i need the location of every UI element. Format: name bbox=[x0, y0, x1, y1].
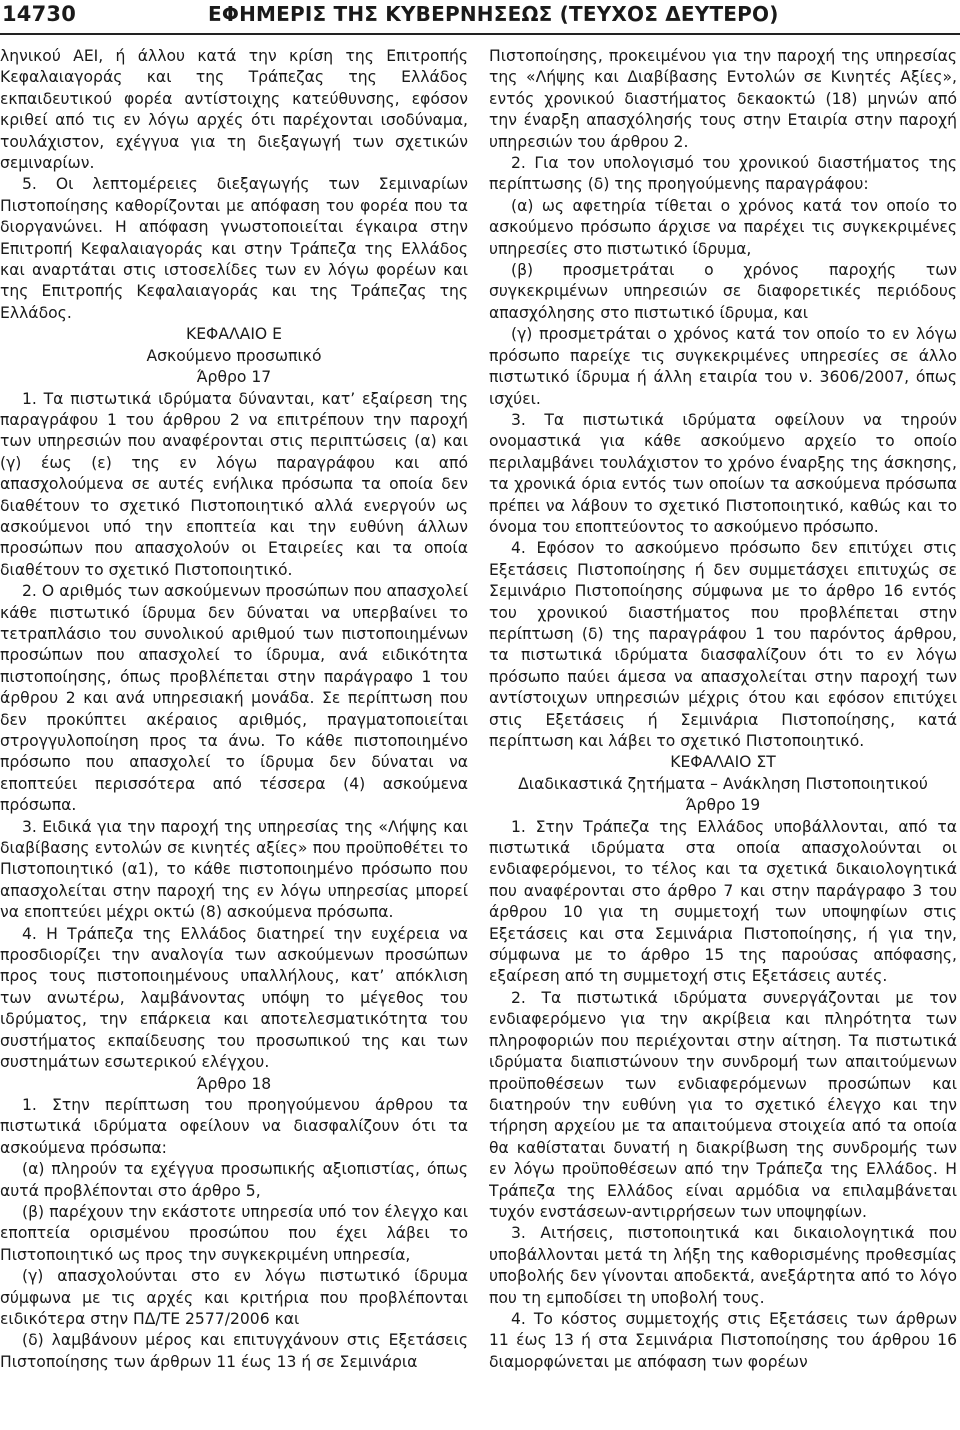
chapter-heading: ΚΕΦΑΛΑΙΟ Ε bbox=[185, 325, 283, 344]
paragraph: Πιστοποίησης, προκειμένου για την παροχή της υπηρεσίας της «Λήψης και Διαβίβασης Εντολών σε Κινητές Αξίες», εντός χρονικού διαστήματος δεκαοκτώ (18) μηνών από την έναρξη απασχόλησής τους στην Εταιρία στην παροχή υπηρεσιών του άρθρου 2. bbox=[489, 47, 957, 151]
chapter-heading: ΚΕΦΑΛΑΙΟ ΣΤ bbox=[670, 753, 776, 772]
left-column bbox=[0, 46, 468, 1426]
article-heading: Άρθρο 18 bbox=[196, 1074, 272, 1093]
paragraph: 2. Ο αριθμός των ασκούμενων προσώπων που απασχολεί κάθε πιστωτικό ίδρυμα δεν δύναται να υπερβαίνει το τετραπλάσιο του συνολικού αριθμού των πιστοποιημένων προσώπων που απασχολεί το ίδρυμα, ανά ειδικότητα πιστοποίησης, όπως προβλέπεται στην παράγραφο 1 του άρθρου 2 και ανά υπηρεσιακή μονάδα. Σε περίπτωση που δεν προκύπτει ακέραιος αριθμός, πραγματοποιείται στρογγυλοποίηση προς τα άνω. Το κάθε πιστοποιημένο πρόσωπο που απασχολεί το ίδρυμα δεν δύναται να εποπτεύει περισσότερα από τέσσερα (4) ασκούμενα πρόσωπα. bbox=[0, 582, 468, 815]
article-heading: Άρθρο 19 bbox=[685, 796, 761, 815]
paragraph: ληνικού ΑΕΙ, ή άλλου κατά την κρίση της Επιτροπής Κεφαλαιαγοράς και της Τράπεζας της Ελλάδος εκπαιδευτικού φορέα αντίστοιχης κατεύθυνσης, εφόσον κριθεί από τις εν λόγω αρχές ότι παρέχονται ισοδύναμα, τουλάχιστον, εχέγγυα για τη διεξαγωγή των σχετικών σεμιναρίων. bbox=[0, 47, 468, 173]
paragraph: 4. Το κόστος συμμετοχής στις Εξετάσεις των άρθρων 11 έως 13 ή στα Σεμινάρια Πιστοποίησης του άρθρου 16 διαμορφώνεται με απόφαση των φορέων bbox=[489, 1309, 957, 1371]
list-item: (δ) λαμβάνουν μέρος και επιτυγχάνουν στις Εξετάσεις Πιστοποίησης των άρθρων 11 έως 13 ή σε Σεμινάρια bbox=[0, 1331, 468, 1371]
paragraph: 2. Τα πιστωτικά ιδρύματα συνεργάζονται με τον ενδιαφερόμενο για την ακρίβεια και πληρότητα των πληροφοριών που περιέχονται στην αίτηση. Τα πιστωτικά ιδρύματα διαπιστώνουν την συνδρομή των απαιτούμενων προϋποθέσεων των ενδιαφερόμενων προσώπων και διατηρούν την ευθύνη για το σχετικό έλεγχο και την τήρηση αρχείου με τα απαιτούμενα στοιχεία από τα οποία θα καθίσταται δυνατή η διακρίβωση της συνδρομής των εν λόγω προϋποθέσεων από την Τράπεζα της Ελλάδος. Η Τράπεζα της Ελλάδος είναι αρμόδια να επιλαμβάνεται τυχόν ενστάσεων-αντιρρήσεων των υποψηφίων. bbox=[489, 988, 957, 1221]
paragraph: 4. Η Τράπεζα της Ελλάδος διατηρεί την ευχέρεια να προσδιορίζει την αναλογία των ασκούμενων προσώπων προς τους πιστοποιημένους υπαλλήλους, κατ’ απόκλιση των ανωτέρω, λαμβάνοντας υπόψη το μέγεθος του ιδρύματος, την επάρκεια και αποτελεσματικότητα του συστήματος εκπαίδευσης του προσωπικού της και των συστημάτων εσωτερικού ελέγχου. bbox=[0, 924, 468, 1072]
list-item: (α) πληρούν τα εχέγγυα προσωπικής αξιοπιστίας, όπως αυτά προβλέπονται στο άρθρο 5, bbox=[0, 1160, 468, 1200]
chapter-title: Διαδικαστικά ζητήματα – Ανάκληση Πιστοποιητικού bbox=[518, 774, 928, 793]
paragraph: 3. Αιτήσεις, πιστοποιητικά και δικαιολογητικά που υποβάλλονται μετά τη λήξη της καθορισμένης προθεσμίας υποβολής δεν γίνονται αποδεκτά, ανεξάρτητα από το λόγο που τη εμποδίσει τη υποβολή τους. bbox=[489, 1224, 957, 1307]
paragraph: 1. Τα πιστωτικά ιδρύματα δύνανται, κατ’ εξαίρεση της παραγράφου 1 του άρθρου 2 να επιτρέπουν την παροχή των υπηρεσιών που αναφέρονται στις περιπτώσεις (α) και (γ) έως (ε) της εν λόγω παραγράφου και από απασχολούμενα σε αυτές ενήλικα πρόσωπα τα οποία δεν διαθέτουν το σχετικό Πιστοποιητικό αλλά ενεργούν ως ασκούμενοι υπό την εποπτεία και την ευθύνη άλλων προσώπων που απασχολούν οι Εταιρείες και τα οποία διαθέτουν το σχετικό Πιστοποιητικό. bbox=[0, 389, 468, 579]
paragraph: 1. Στην περίπτωση του προηγούμενου άρθρου τα πιστωτικά ιδρύματα οφείλουν να διασφαλίζουν ότι τα ασκούμενα πρόσωπα: bbox=[0, 1095, 468, 1157]
list-item: (β) προσμετράται ο χρόνος παροχής των συγκεκριμένων υπηρεσιών σε διαφορετικές περιόδους απασχόλησης στο πιστωτικό ίδρυμα, και bbox=[489, 261, 957, 322]
paragraph: 3. Ειδικά για την παροχή της υπηρεσίας της «Λήψης και διαβίβασης εντολών σε κινητές αξίες» που προϋποθέτει το Πιστοποιητικό (α1), το κάθε πιστοποιημένο πρόσωπο που απασχολείται στην παροχή της εν λόγω υπηρεσίας μπορεί να εποπτεύει μέχρι οκτώ (8) ασκούμενα πρόσωπα. bbox=[0, 817, 468, 922]
journal-title: ΕΦΗΜΕΡΙΣ ΤΗΣ ΚΥΒΕΡΝΗΣΕΩΣ (ΤΕΥΧΟΣ ΔΕΥΤΕΡΟ) bbox=[208, 2, 779, 26]
right-column bbox=[489, 46, 957, 1426]
paragraph: 5. Οι λεπτομέρειες διεξαγωγής των Σεμιναρίων Πιστοποίησης καθορίζονται με απόφαση του φορέα που τα διοργανώνει. Η απόφαση γνωστοποιείται έγκαιρα στην Επιτροπή Κεφαλαιαγοράς και στην Τράπεζα της Ελλάδος και αναρτάται στις ιστοσελίδες των εν λόγω φορέων και της Επιτροπής Κεφαλαιαγοράς και της Τράπεζας της Ελλάδος. bbox=[0, 175, 468, 322]
paragraph: 3. Τα πιστωτικά ιδρύματα οφείλουν να τηρούν ονομαστικά για κάθε ασκούμενο αρχείο το οποίο περιλαμβάνει τουλάχιστον το χρόνο έναρξης της άσκησης, τα χρονικά όρια εντός των οποίων τα ασκούμενα πρόσωπα πρέπει να λάβουν το σχετικό Πιστοποιητικό, καθώς και το όνομα του εποπτεύοντος το ασκούμενο πρόσωπο. bbox=[489, 410, 957, 536]
article-heading: Άρθρο 17 bbox=[196, 368, 272, 387]
list-item: (γ) προσμετράται ο χρόνος κατά τον οποίο το εν λόγω πρόσωπο παρείχε τις συγκεκριμένες υπηρεσίες σε άλλο πιστωτικό ίδρυμα ή άλλη εταιρία του ν. 3606/2007, όπως ισχύει. bbox=[489, 325, 957, 408]
page-number: 14730 bbox=[2, 2, 77, 26]
paragraph: 2. Για τον υπολογισμό του χρονικού διαστήματος της περίπτωσης (δ) της προηγούμενης παραγράφου: bbox=[489, 154, 957, 194]
list-item: (β) παρέχουν την εκάστοτε υπηρεσία υπό τον έλεγχο και εποπτεία ορισμένου προσώπου που έχει λάβει το Πιστοποιητικό ως προς την συγκεκριμένη υπηρεσία, bbox=[0, 1202, 468, 1264]
chapter-title: Ασκούμενο προσωπικό bbox=[146, 346, 322, 365]
page-header bbox=[0, 0, 960, 30]
list-item: (α) ως αφετηρία τίθεται ο χρόνος κατά τον οποίο το ασκούμενο πρόσωπο άρχισε να παρέχει τις συγκεκριμένες υπηρεσίες στο πιστωτικό ίδρυμα, bbox=[489, 196, 957, 258]
paragraph: 1. Στην Τράπεζα της Ελλάδος υποβάλλονται, από τα πιστωτικά ιδρύματα στα οποία απασχολούνται οι ενδιαφερόμενοι, το τέλος και τα σχετικά δικαιολογητικά που αναφέρονται στο άρθρο 7 και στην παράγραφο 3 του άρθρου 10 για τη συμμετοχή των υποψηφίων στις Εξετάσεις και στα Σεμινάρια Πιστοποίησης, ή για την, σύμφωνα με το άρθρο 15 της παρούσας απόφασης, εξαίρεση από τη συμμετοχή στις Εξετάσεις αυτές. bbox=[489, 817, 957, 986]
header-rule bbox=[0, 33, 960, 35]
paragraph: 4. Εφόσον το ασκούμενο πρόσωπο δεν επιτύχει στις Εξετάσεις Πιστοποίησης ή δεν συμμετάσχει επιτυχώς σε Σεμινάριο Πιστοποίησης σύμφωνα με το άρθρο 16 εντός του χρονικού διαστήματος που προβλέπεται στην περίπτωση (δ) της παραγράφου 1 του παρόντος άρθρου, τα πιστωτικά ιδρύματα διασφαλίζουν ότι το εν λόγω πρόσωπο παύει άμεσα να απασχολείται στην παροχή των αντίστοιχων υπηρεσιών μέχρις ότου και εφόσον επιτύχει στις Εξετάσεις ή Σεμινάρια Πιστοποίησης, κατά περίπτωση και λάβει το σχετικό Πιστοποιητικό. bbox=[489, 539, 957, 750]
list-item: (γ) απασχολούνται στο εν λόγω πιστωτικό ίδρυμα σύμφωνα με τις αρχές και κριτήρια που προβλέπονται ειδικότερα στην ΠΔ/ΤΕ 2577/2006 και bbox=[0, 1267, 468, 1328]
